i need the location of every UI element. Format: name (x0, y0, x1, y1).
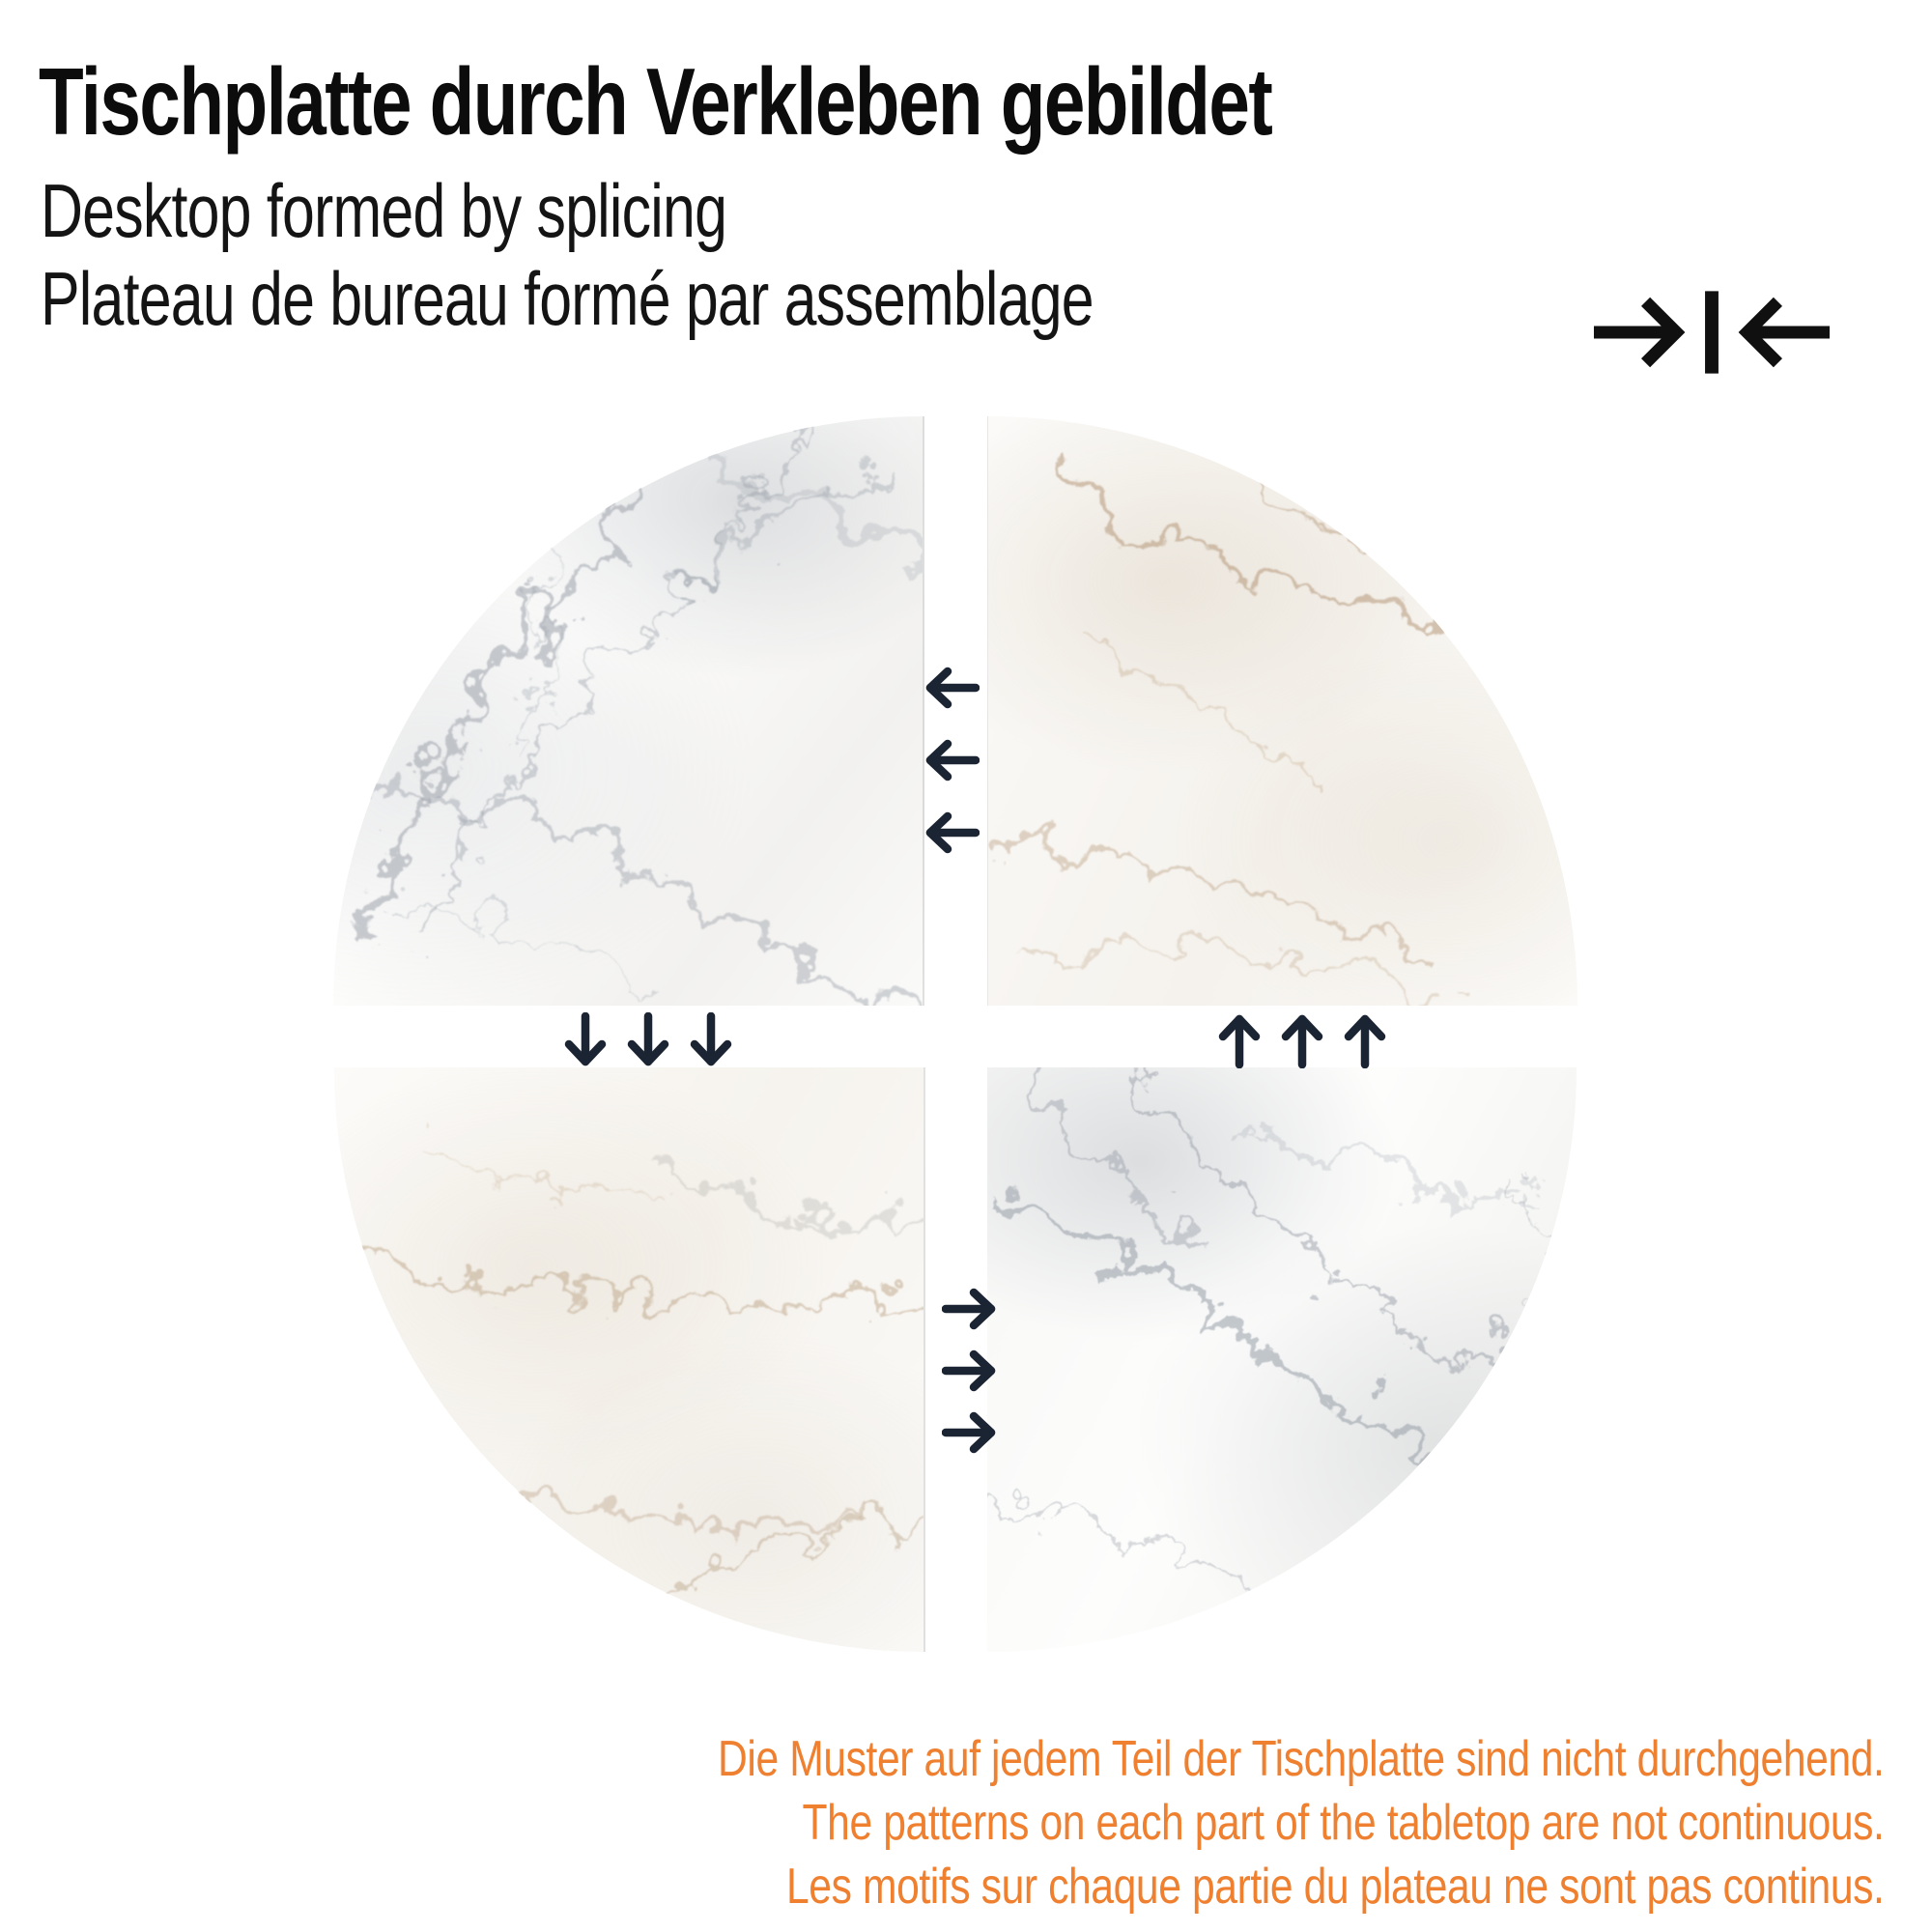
arrow-left-icon (923, 811, 980, 854)
arrow-up-icon (1344, 1012, 1386, 1068)
arrow-group-right-gap (1218, 1012, 1386, 1068)
arrow-down-icon (627, 1012, 669, 1068)
note-german: Die Muster auf jedem Teil der Tischplatte sind nicht durchgehend. (717, 1731, 1884, 1787)
arrow-left-icon (923, 739, 980, 781)
note-english: The patterns on each part of the tabletop are not continuous. (802, 1795, 1884, 1851)
arrow-right-icon (942, 1288, 998, 1330)
subtitle-english: Desktop formed by splicing (41, 168, 727, 253)
tabletop-piece-top-left (333, 416, 924, 1006)
arrow-group-left-gap (564, 1012, 732, 1068)
arrow-left-icon (923, 667, 980, 709)
arrow-up-icon (1218, 1012, 1261, 1068)
arrow-right-icon (942, 1411, 998, 1454)
page-title: Tischplatte durch Verkleben gebildet (39, 48, 1272, 155)
tabletop-piece-bottom-right (987, 1067, 1577, 1652)
arrow-group-top-gap (923, 667, 980, 854)
arrow-down-icon (690, 1012, 732, 1068)
disclaimer-notes (462, 1727, 1884, 1918)
note-french: Les motifs sur chaque partie du plateau ne sont pas continus. (785, 1859, 1884, 1915)
tabletop-piece-top-right (987, 416, 1577, 1006)
arrow-down-icon (564, 1012, 607, 1068)
arrow-right-icon (942, 1350, 998, 1392)
arrow-group-bottom-gap (942, 1288, 998, 1454)
arrows-converge-to-seam-icon (1592, 288, 1832, 377)
tabletop-piece-bottom-left (334, 1067, 925, 1652)
subtitle-french: Plateau de bureau formé par assemblage (41, 256, 1094, 341)
arrow-up-icon (1281, 1012, 1323, 1068)
